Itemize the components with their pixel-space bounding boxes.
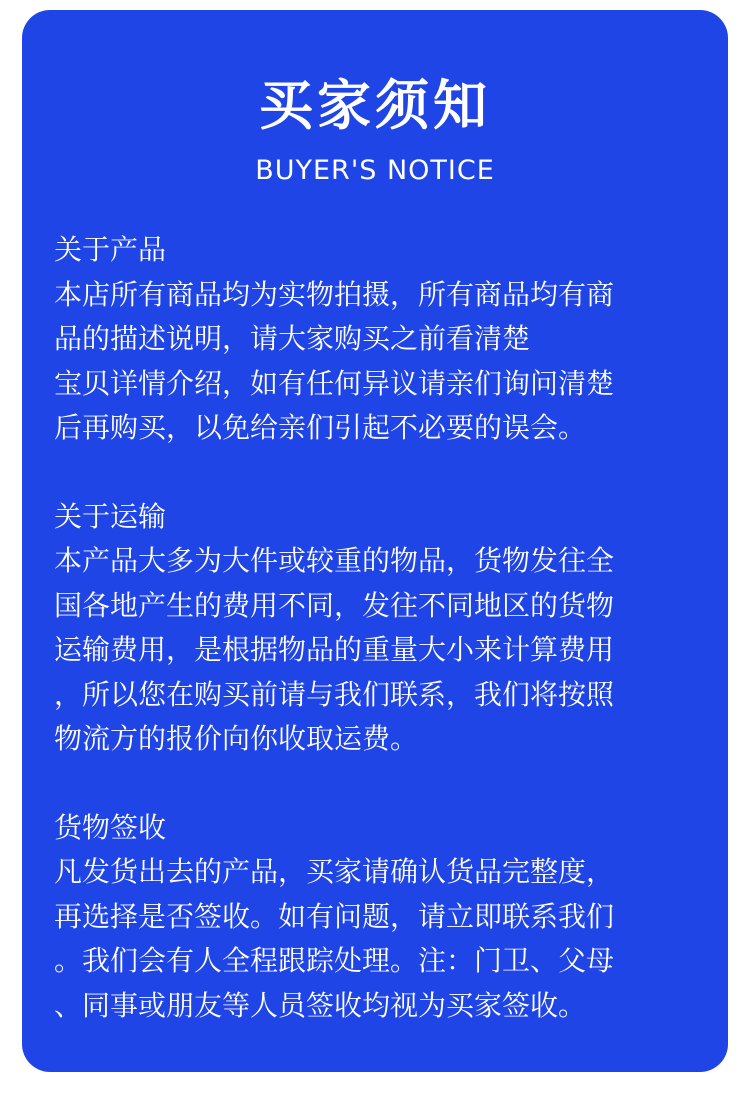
section-text-line: 、同事或朋友等人员签收均视为买家签收。 <box>54 988 587 1022</box>
section-text-line: 再选择是否签收。如有问题，请立即联系我们 <box>54 899 615 933</box>
section-text-line: 。我们会有人全程跟踪处理。注：门卫、父母 <box>54 944 615 977</box>
section-receipt <box>54 806 714 1029</box>
section-text-line: 本店所有商品均为实物拍摄，所有商品均有商 <box>54 277 615 311</box>
section-heading: 关于产品 <box>54 233 167 266</box>
section-text-line: 运输费用，是根据物品的重量大小来计算费用 <box>54 633 615 666</box>
section-heading: 货物签收 <box>54 810 167 844</box>
section-text-line: 国各地产生的费用不同，发往不同地区的货物 <box>54 588 615 622</box>
section-product <box>54 228 714 451</box>
notice-subtitle: BUYER'S NOTICE <box>255 155 495 186</box>
section-text-line: 品的描述说明，请大家购买之前看清楚 <box>54 322 531 355</box>
notice-card <box>22 10 728 1072</box>
section-text-line: ，所以您在购买前请与我们联系，我们将按照 <box>54 677 615 711</box>
section-shipping <box>54 495 714 762</box>
section-text-line: 后再购买，以免给亲们引起不必要的误会。 <box>54 411 587 444</box>
notice-title: 买家须知 <box>259 74 491 137</box>
section-heading: 关于运输 <box>54 499 167 533</box>
section-text-line: 凡发货出去的产品，买家请确认货品完整度， <box>54 855 615 888</box>
notice-sections <box>54 228 714 1072</box>
section-text-line: 宝贝详情介绍，如有任何异议请亲们询问清楚 <box>54 366 615 400</box>
section-text-line: 本产品大多为大件或较重的物品，货物发往全 <box>54 544 615 577</box>
section-text-line: 物流方的报价向你收取运费。 <box>54 722 419 755</box>
